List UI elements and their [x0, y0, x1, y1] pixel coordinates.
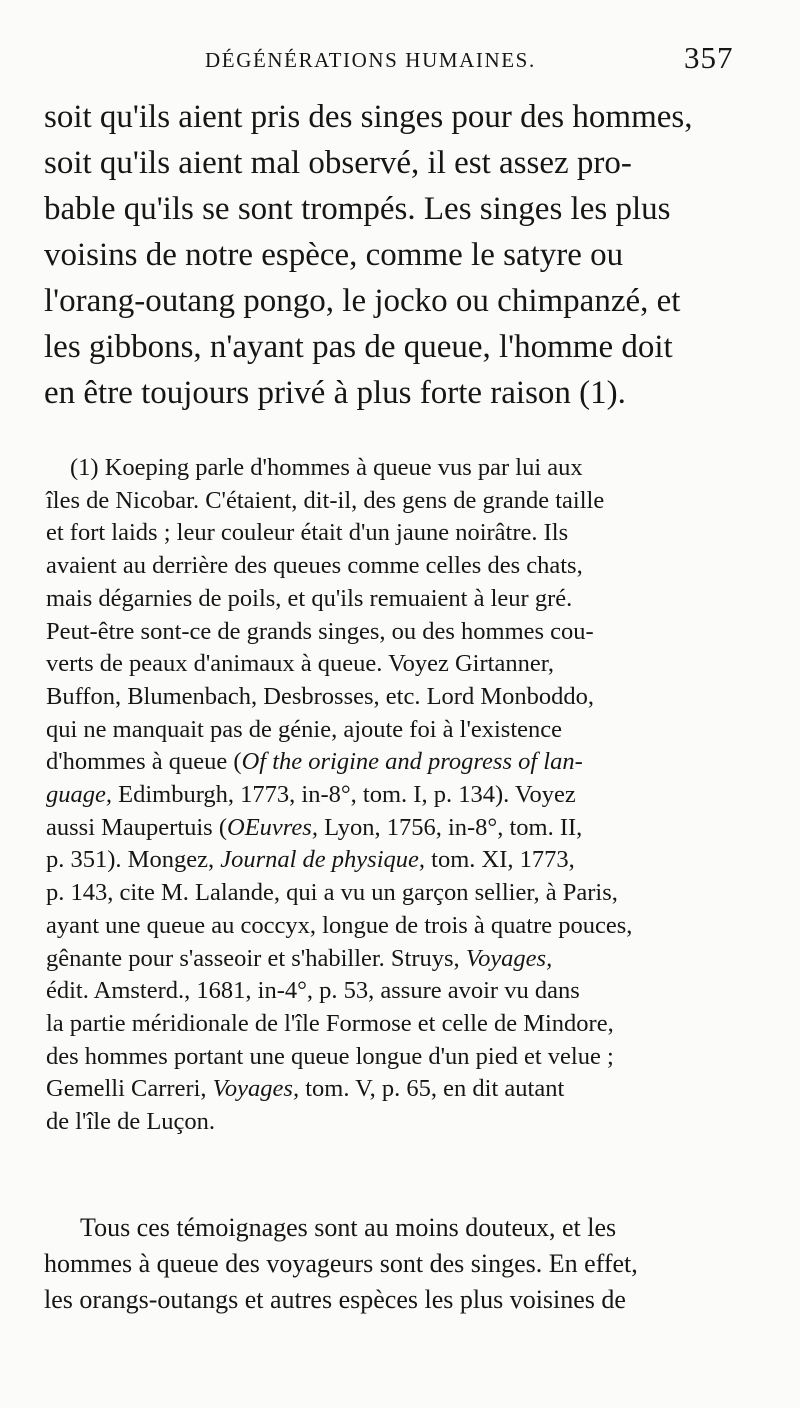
paragraph-line: Tous ces témoignages sont au moins douteux, et les [80, 1213, 617, 1242]
footnote-line [46, 517, 568, 549]
footnote-line [46, 877, 618, 909]
footnote-line [46, 844, 575, 876]
footnote-line [46, 714, 562, 746]
footnote-segment: p. 351). Mongez, [46, 846, 221, 874]
footnote-segment: Lyon, 1756, in-8°, tom. II, [317, 813, 583, 841]
footnote-segment: gênante pour s'asseoir et s'habiller. Struys, [46, 944, 466, 972]
main-text-line: soit qu'ils aient mal observé, il est assez pro- [44, 145, 632, 181]
footnote-segment: avaient au derrière des queues comme celles des chats, [46, 552, 583, 580]
footnote-segment: verts de peaux d'animaux à queue. Voyez Girtanner, [46, 650, 555, 678]
running-head [0, 40, 800, 80]
footnote-line [70, 452, 583, 484]
footnote-segment: Buffon, Blumenbach, Desbrosses, etc. Lord Monboddo, [46, 682, 594, 710]
footnote-line [46, 648, 554, 680]
footnote-italic-segment: Journal de physique, [220, 846, 426, 874]
footnote-segment: tom. V, p. 65, en dit autant [299, 1075, 565, 1103]
paragraph-line: hommes à queue des voyageurs sont des singes. En effet, [44, 1249, 638, 1278]
footnote-segment: de l'île de Luçon. [46, 1108, 216, 1135]
footnote-italic-segment: Voyages, [465, 944, 553, 972]
footnote-segment: (1) Koeping parle d'hommes à queue vus par lui aux [70, 454, 583, 481]
footnote-line [46, 746, 583, 778]
footnote-segment: mais dégarnies de poils, et qu'ils remuaient à leur gré. [46, 584, 573, 612]
footnote-segment: Gemelli Carreri, [46, 1075, 213, 1103]
main-text-line: soit qu'ils aient pris des singes pour des hommes, [44, 99, 693, 135]
footnote-line [46, 583, 572, 615]
footnote-segment: tom. XI, 1773, [425, 846, 575, 874]
footnote-line [46, 616, 594, 648]
footnote-line [46, 910, 632, 942]
footnote-segment: p. 143, cite M. Lalande, qui a vu un garçon sellier, à Paris, [46, 879, 618, 907]
main-text-line: voisins de notre espèce, comme le satyre ou [44, 237, 624, 273]
footnote-segment: des hommes portant une queue longue d'un pied et velue ; [46, 1042, 614, 1070]
footnote-segment: la partie méridionale de l'île Formose et celle de Mindore, [46, 1009, 614, 1037]
footnote-line [46, 779, 576, 811]
footnote-segment: aussi Maupertuis ( [46, 813, 227, 841]
footnote-line [46, 943, 552, 975]
page-number: 357 [684, 40, 734, 75]
footnote-segment: édit. Amsterd., 1681, in-4°, p. 53, assure avoir vu dans [46, 977, 580, 1005]
main-text-line: l'orang-outang pongo, le jocko ou chimpanzé, et [44, 283, 681, 319]
footnote-line [46, 550, 583, 582]
footnote-segment: ayant une queue au coccyx, longue de trois à quatre pouces, [46, 911, 633, 939]
footnote-italic-segment: Of the origine and progress of lan- [241, 748, 583, 776]
footnote-segment: Edimburgh, 1773, in-8°, tom. I, p. 134). Voyez [112, 781, 576, 808]
footnote-segment: d'hommes à queue ( [46, 748, 242, 776]
footnote-line [46, 975, 580, 1007]
running-head-title: DÉGÉNÉRATIONS HUMAINES. [205, 48, 536, 72]
paragraph-line: les orangs-outangs et autres espèces les plus voisines de [44, 1285, 626, 1314]
footnote-line [46, 1008, 614, 1040]
footnote-segment: qui ne manquait pas de génie, ajoute foi à l'existence [46, 715, 563, 743]
footnote-segment: et fort laids ; leur couleur était d'un jaune noirâtre. Ils [46, 519, 569, 547]
footnote-line [46, 812, 582, 844]
footnote-italic-segment: OEuvres, [227, 813, 318, 841]
main-text-line: les gibbons, n'ayant pas de queue, l'homme doit [44, 329, 673, 365]
footnote-line [46, 485, 604, 517]
footnote-line [46, 1073, 564, 1105]
footnote-line [46, 1041, 614, 1073]
footnote-segment: Peut-être sont-ce de grands singes, ou des hommes cou- [46, 617, 594, 645]
footnote-segment: îles de Nicobar. C'étaient, dit-il, des gens de grande taille [46, 486, 605, 514]
footnote-line [46, 681, 594, 713]
main-text-line: en être toujours privé à plus forte raison (1). [44, 375, 626, 411]
footnote-italic-segment: Voyages, [212, 1075, 300, 1103]
footnote-line [46, 1106, 215, 1138]
main-text-line: bable qu'ils se sont trompés. Les singes les plus [44, 191, 671, 227]
footnote-italic-segment: guage, [46, 781, 112, 808]
